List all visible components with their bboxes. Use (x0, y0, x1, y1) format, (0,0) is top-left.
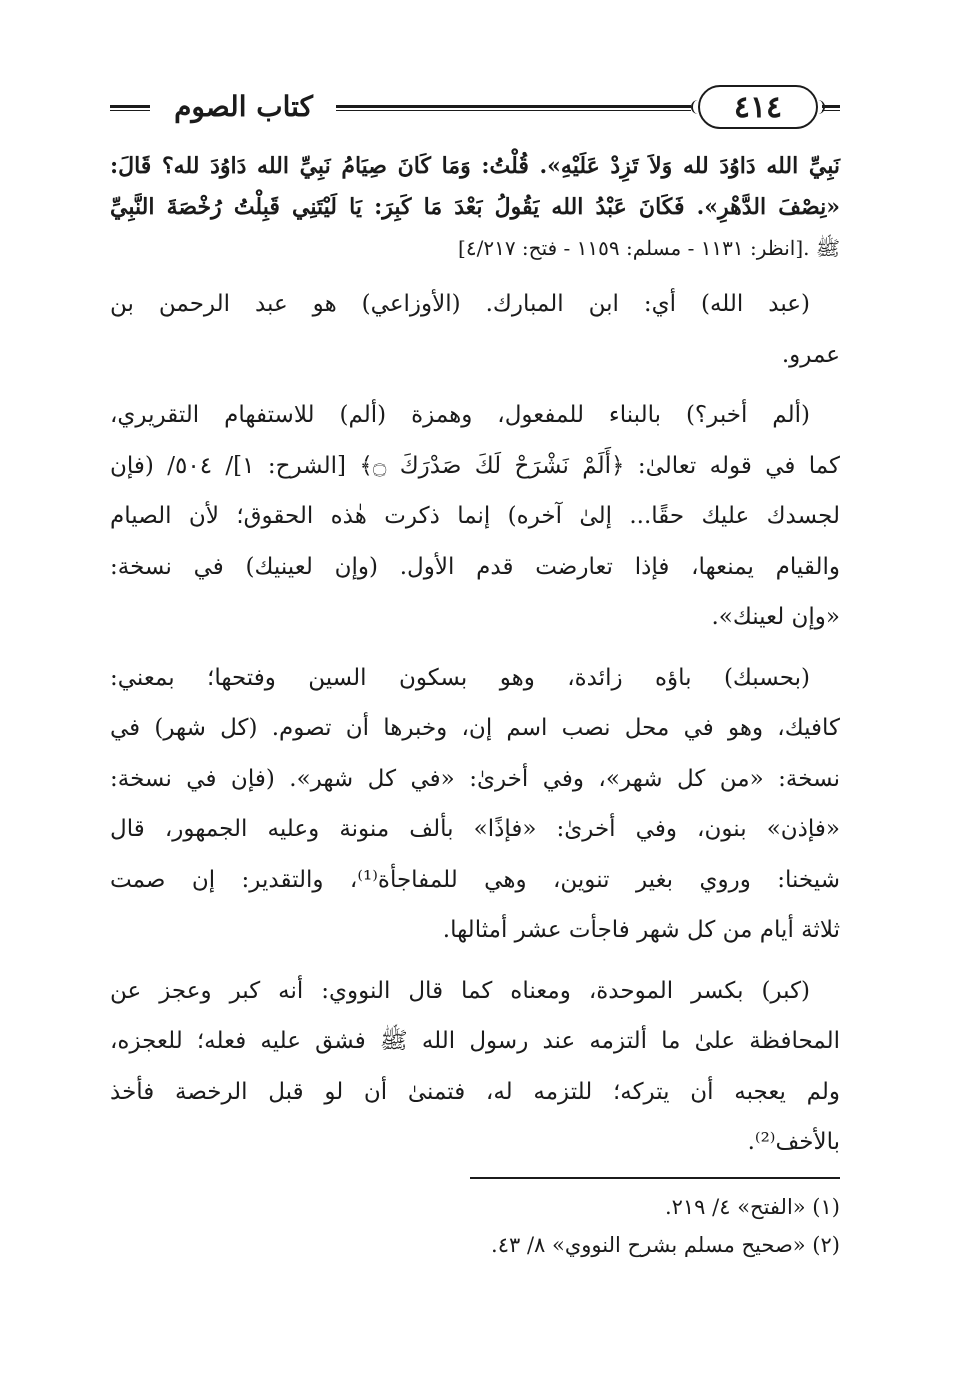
paragraph-line: ثلاثة أيام من كل شهر فاجأت عشر أمثالها. (442, 917, 840, 943)
book-title: كتاب الصوم (174, 90, 313, 123)
paragraph-line: نسخة: «من كل شهر»، وفي أخرىٰ: «في كل شهر». (فإن في نسخة: (110, 765, 840, 792)
footnotes (110, 1188, 840, 1264)
paragraph-line: بالأخف⁽²⁾. (747, 1129, 840, 1155)
hadith-line: «نِصْفَ الدَّهْرِ». فَكَانَ عَبْدُ الله يَقُولُ بَعْدَ مَا كَبِرَ: يَا لَيْتَنِي قَبِلْتُ رُخْصَةَ النَّبِيِّ (110, 194, 840, 220)
page-header (110, 85, 840, 133)
paragraph-line: كما في قوله تعالىٰ: ﴿أَلَمْ نَشْرَحْ لَكَ صَدْرَكَ ۝﴾ [الشرح: ١]/ ٥٠٤/ (فإن (110, 452, 840, 479)
footnote: (١) «الفتح» ٤/ ٢١٩. (664, 1195, 840, 1219)
commentary-paragraph (110, 653, 840, 956)
paragraph-line: المحافظة علىٰ ما ألتزمه عند رسول الله ﷺ فشق عليه فعله؛ للعجزه، (110, 1028, 840, 1054)
paragraph-line: (بحسبك) باؤه زائدة، وهو بسكون السين وفتحها؛ بمعني: (110, 664, 810, 691)
hadith-line: نَبِيِّ الله دَاوُدَ لله وَلاَ تَزِدْ عَلَيْهِ». قُلْتُ: وَمَا كَانَ صِيَامُ نَبِيِّ الله دَاوُدَ لله؟ قَالَ: (110, 153, 840, 179)
page-number-badge (698, 85, 818, 129)
hadith-reference-line: ﷺ .[انظر: ١١٣١ - مسلم: ١١٥٩ - فتح: ٤/٢١٧] (458, 236, 840, 260)
paragraph-line: شيخنا: وروي بغير تنوين، وهي للمفاجأة⁽¹⁾، والتقدير: إن صمت (110, 866, 840, 893)
paragraph-line: كافيك، وهو في محل نصب اسم إن، وخبرها أن تصوم. (كل شهر) في (110, 715, 840, 741)
paragraph-line: ولم يعجبه أن يتركه؛ للتزمه له، فتمنىٰ أن لو قبل الرخصة فأخذ (110, 1078, 840, 1105)
paragraph-line: والقيام يمنعها، فإذا تعارضت قدم الأول. (وإن لعينيك) في نسخة: (110, 553, 840, 580)
paragraph-line: (كبر) بكسر الموحدة، ومعناه كما قال النووي: أنه كبر وعجز عن (110, 977, 810, 1004)
paragraph-line: لجسدك عليك حقًا... إلىٰ آخره) إنما ذكرت هٰذه الحقوق؛ لأن الصيام (110, 503, 840, 529)
header-rule-right (822, 105, 840, 108)
page-number: ٤١٤ (733, 89, 783, 125)
paragraph-line: «فإذن» بنون، وفي أخرىٰ: «فإذًا» بألف منونة وعليه الجمهور، قال (110, 816, 840, 842)
footnote-separator (470, 1177, 840, 1179)
body-text (110, 146, 840, 1168)
commentary-paragraph (110, 390, 840, 643)
header-rule-left (110, 105, 150, 108)
footnote: (٢) «صحيح مسلم بشرح النووي» ٨/ ٤٣. (491, 1233, 840, 1257)
header-rule-middle (336, 105, 691, 108)
paragraph-line: (ألم أخبر؟) بالبناء للمفعول، وهمزة (ألم) للاستفهام التقريري، (110, 402, 810, 428)
commentary-paragraph (110, 966, 840, 1168)
paragraph-line: «وإن لعينك». (711, 604, 840, 630)
commentary-paragraph (110, 279, 840, 380)
paragraph-line: عمرو. (781, 341, 840, 368)
hadith-block (110, 146, 840, 269)
paragraph-line: (عبد الله) أي: ابن المبارك. (الأوزاعي) هو عبد الرحمن بن (110, 291, 810, 317)
